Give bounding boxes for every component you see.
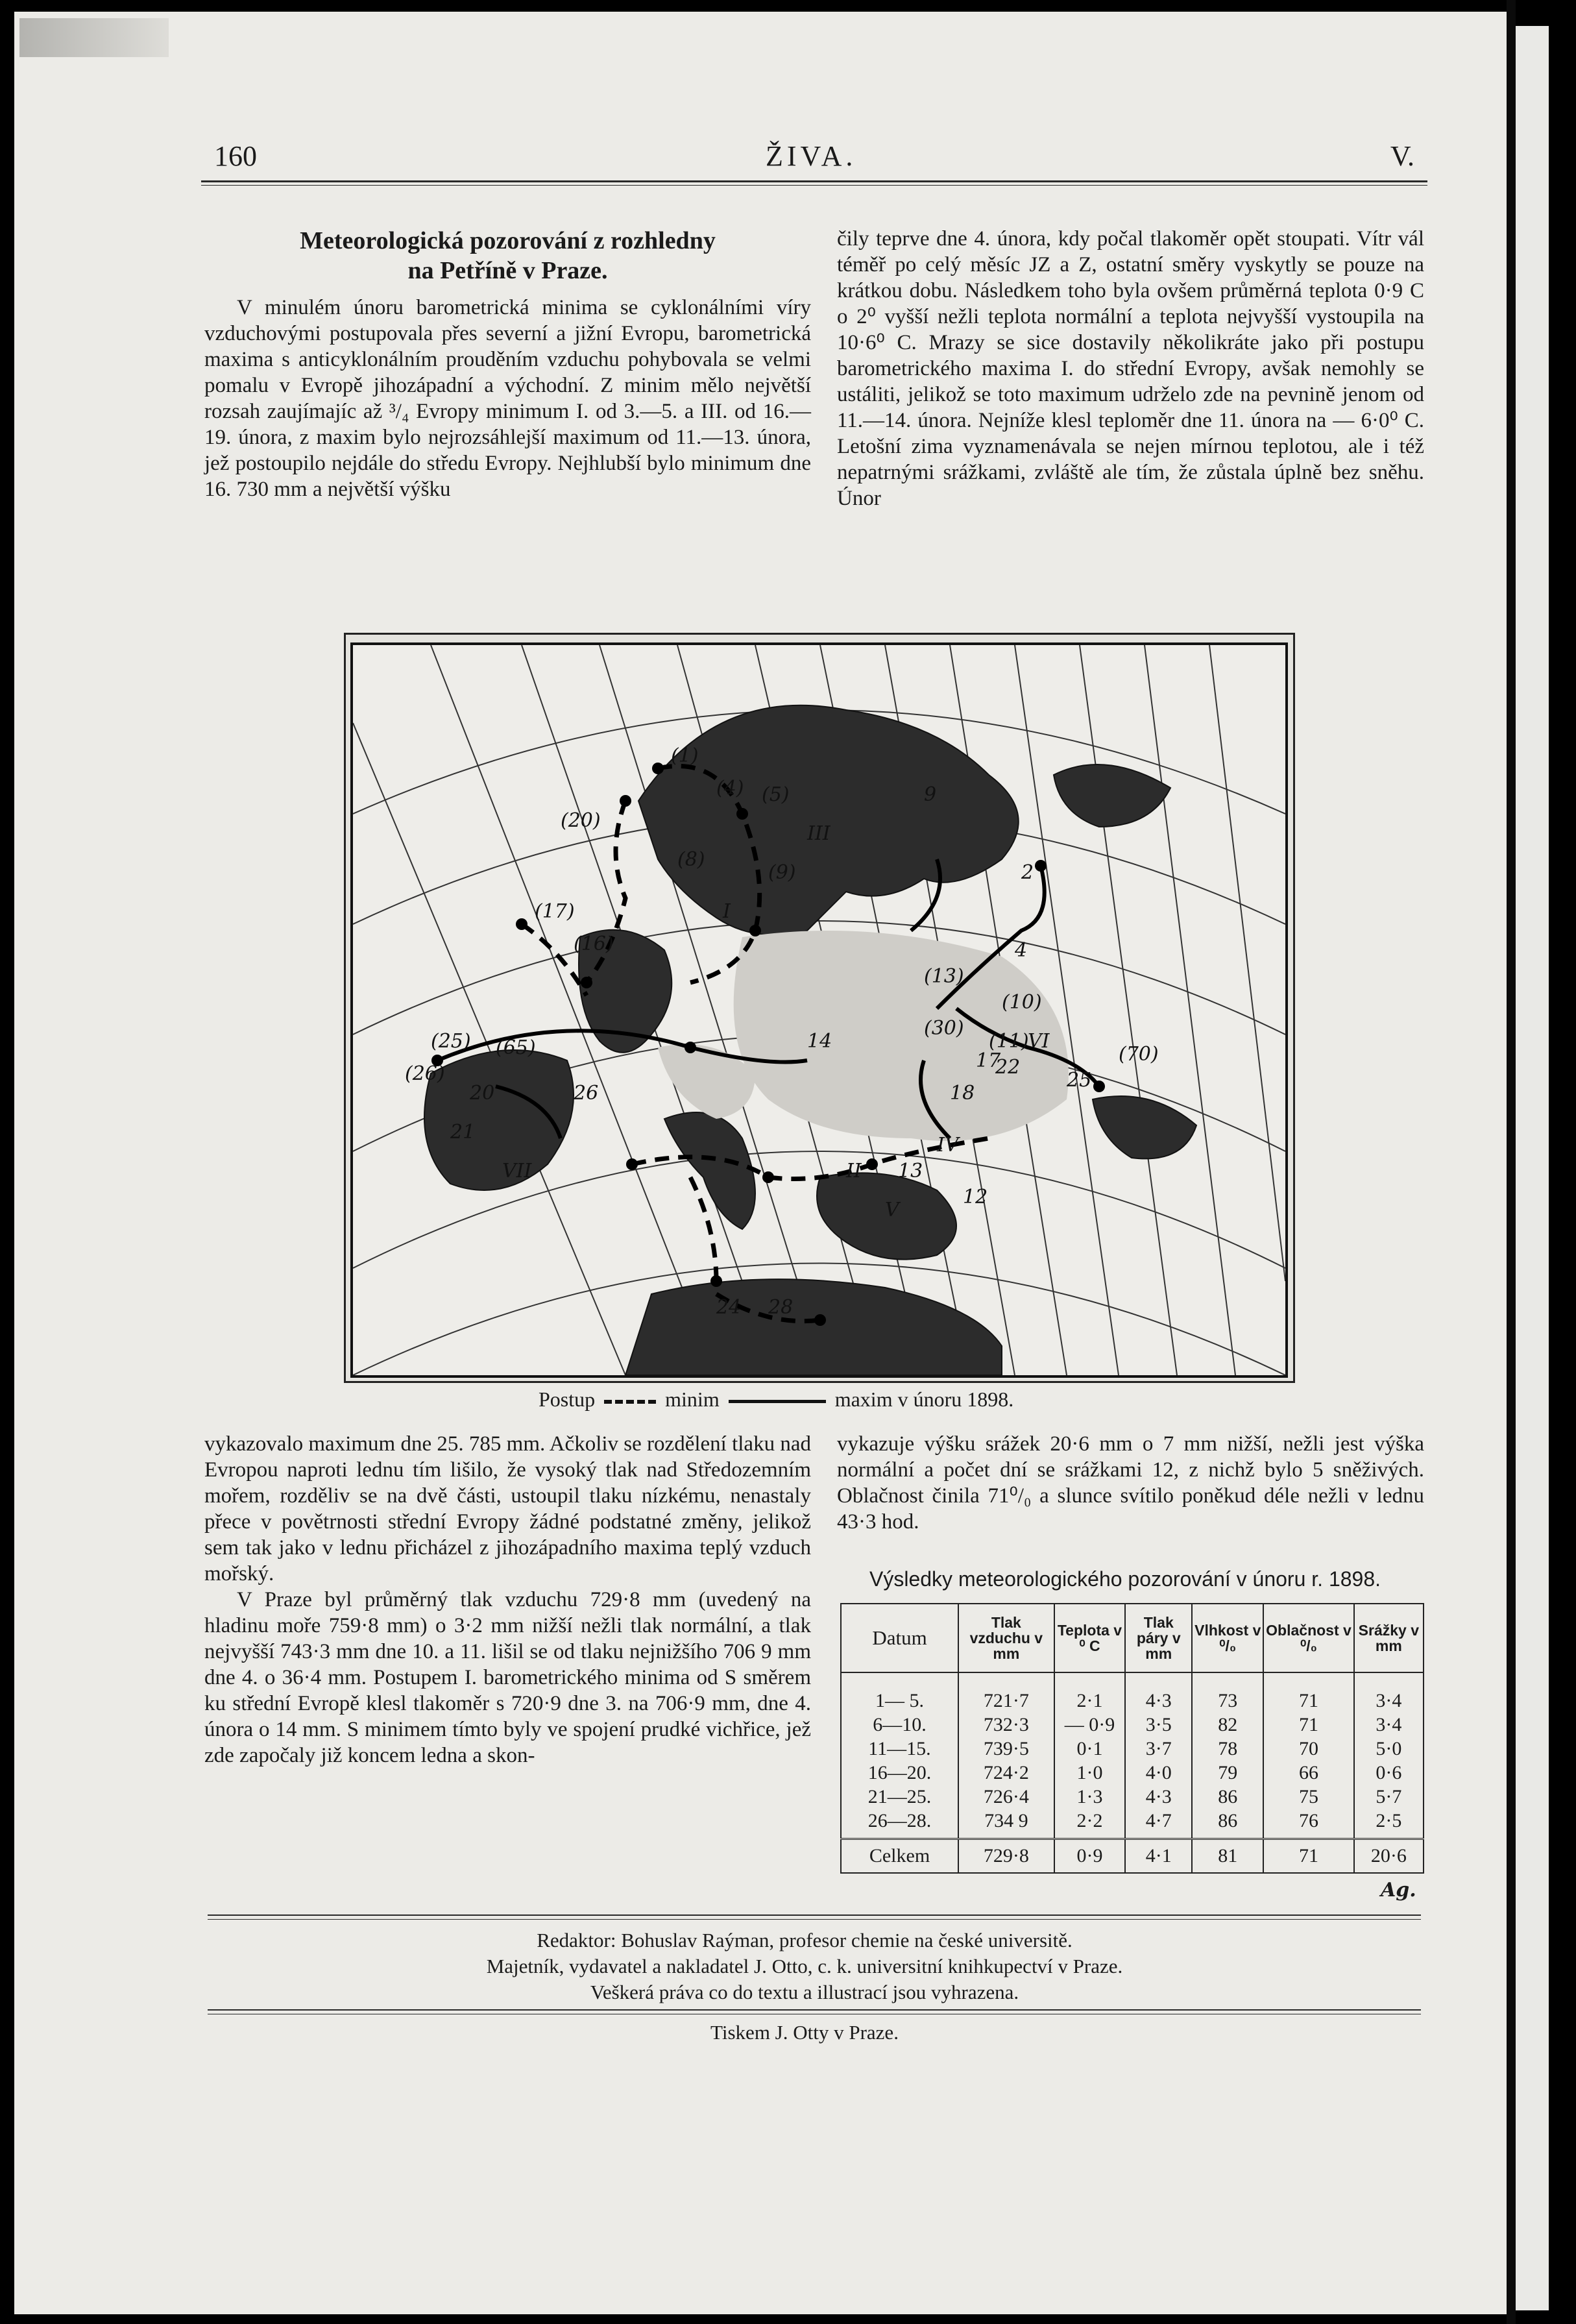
table-cell: 4·1 <box>1125 1839 1192 1874</box>
table-cell: 4·3 <box>1125 1785 1192 1809</box>
table-cell: 734 9 <box>958 1809 1054 1839</box>
table-header: Oblačnost v ⁰/₀ <box>1263 1604 1353 1672</box>
table-cell: 16—20. <box>841 1761 958 1785</box>
map-label: (4) <box>716 777 744 800</box>
table-cell: 721·7 <box>958 1672 1054 1713</box>
map-label: (65) <box>496 1036 536 1059</box>
table-cell: 0·1 <box>1054 1737 1126 1761</box>
map-label: I <box>723 900 731 923</box>
imprint-editor: Redaktor: Bohuslav Raýman, profesor chemie na české universitě. <box>537 1929 1073 1951</box>
table-cell: 6—10. <box>841 1713 958 1737</box>
map-label: (1) <box>671 744 699 767</box>
header-rule <box>201 180 1427 182</box>
map-label: 24 <box>716 1296 742 1319</box>
map-label: 26 <box>574 1082 599 1105</box>
table-cell: 739·5 <box>958 1737 1054 1761</box>
table-cell: 79 <box>1192 1761 1263 1785</box>
map-label: IV <box>937 1134 959 1156</box>
imprint <box>195 1927 1414 2005</box>
table-header: Tlak páry v mm <box>1125 1604 1192 1672</box>
weather-map <box>350 642 1288 1378</box>
table-cell: 724·2 <box>958 1761 1054 1785</box>
table-header: Datum <box>841 1604 958 1672</box>
table-cell: 86 <box>1192 1785 1263 1809</box>
table-cell: 2·5 <box>1354 1809 1424 1839</box>
column-right-bottom <box>837 1431 1424 1535</box>
table-cell: 71 <box>1263 1839 1353 1874</box>
table-cell: 70 <box>1263 1737 1353 1761</box>
map-label: (10) <box>1002 991 1042 1014</box>
table-cell: 1·3 <box>1054 1785 1126 1809</box>
author-signature: Ag. <box>1381 1879 1416 1902</box>
article-title-line1: Meteorologická pozorování z rozhledny <box>300 227 716 254</box>
scan-corner-mark <box>19 18 169 57</box>
scan-border <box>1507 0 1516 2324</box>
map-label: 28 <box>768 1296 794 1319</box>
table-row <box>841 1809 1424 1839</box>
running-header <box>195 133 1427 178</box>
table-cell: — 0·9 <box>1054 1713 1126 1737</box>
paragraph: V minulém únoru barometrická minima se cyklonálními víry vzduchovými postupovala přes severní a jižní Evropu, barometrická maxima s anticyklonálním prouděním vzduchu pohybovala se velmi pomalu v Evropě jihozápadní a východní. Z minim mělo největší rozsah zaujímajíc až ³/₄ Evropy minimum I. od 3.—5. a III. od 16.—19. února, z maxim bylo nejrozsáhlejší maximum od 11.—13. února, jež postoupilo nejdále do středu Evropy. Nejhlubší bylo minimum dne 16. 730 mm a největší výšku <box>204 296 811 501</box>
map-label: 13 <box>898 1160 923 1182</box>
page-number: 160 <box>214 140 257 172</box>
map-label: (9) <box>768 861 796 884</box>
table-row <box>841 1713 1424 1737</box>
table-cell: Celkem <box>841 1839 958 1874</box>
table-cell: 71 <box>1263 1672 1353 1713</box>
table-cell: 4·3 <box>1125 1672 1192 1713</box>
map-label: 14 <box>807 1030 832 1053</box>
table-cell: 0·9 <box>1054 1839 1126 1874</box>
table-cell: 726·4 <box>958 1785 1054 1809</box>
table-cell: 3·4 <box>1354 1672 1424 1713</box>
map-label: VII <box>502 1160 532 1182</box>
legend-solid-line <box>729 1400 826 1403</box>
map-label: (11) <box>989 1030 1029 1053</box>
map-label: 9 <box>924 783 937 806</box>
table-cell: 3·4 <box>1354 1713 1424 1737</box>
map-label: 4 <box>1015 939 1028 962</box>
map-label: (20) <box>561 809 601 832</box>
page-edge <box>1513 26 1549 2310</box>
table-cell: 75 <box>1263 1785 1353 1809</box>
paragraph: vykazuje výšku srážek 20·6 mm o 7 mm nižší, nežli jest výška normální a počet dní se srážkami 12, z nichž bylo 5 sněživých. Oblačnost činila 71⁰/₀ a slunce svítilo poněkud déle nežli v lednu 43·3 hod. <box>837 1432 1424 1534</box>
table-cell: 82 <box>1192 1713 1263 1737</box>
legend-maxima: maxim v únoru 1898. <box>834 1388 1014 1411</box>
europe-map-figure <box>353 645 1285 1375</box>
table-header: Srážky v mm <box>1354 1604 1424 1672</box>
map-label: 22 <box>995 1056 1021 1079</box>
map-legend <box>539 1388 1252 1412</box>
journal-title: ŽIVA. <box>766 140 857 172</box>
table-cell: 78 <box>1192 1737 1263 1761</box>
header-rule-thin <box>201 185 1427 186</box>
table-row <box>841 1761 1424 1785</box>
paragraph: vykazovalo maximum dne 25. 785 mm. Ačkoliv se rozdělení tlaku nad Evropou naproti lednu tím lišilo, že vysoký tlak nad Středozemním mořem, rozděliv se na dvě části, ustoupil tlaku nízkému, nenastaly přece v povětrnosti střední Evropy žádné podstatné změny, jelikož sem tak jako v lednu přicházel z jihozápadního maxima teplý vzduch mořský. <box>204 1432 811 1585</box>
table-cell: 73 <box>1192 1672 1263 1713</box>
article-title-line2: na Petříně v Praze. <box>407 257 608 284</box>
table-cell: 81 <box>1192 1839 1263 1874</box>
weather-table <box>840 1603 1424 1874</box>
column-left-top <box>204 226 811 502</box>
table-cell: 20·6 <box>1354 1839 1424 1874</box>
table-cell: 2·2 <box>1054 1809 1126 1839</box>
table-header: Vlhkost v ⁰/₀ <box>1192 1604 1263 1672</box>
map-label: 18 <box>950 1082 975 1105</box>
table-cell: 3·5 <box>1125 1713 1192 1737</box>
map-label: 12 <box>963 1186 988 1208</box>
table-row <box>841 1737 1424 1761</box>
map-label: II <box>846 1160 862 1182</box>
map-label: V <box>885 1199 899 1221</box>
table-total-row <box>841 1839 1424 1874</box>
printer-line: Tiskem J. Otty v Praze. <box>710 2021 899 2044</box>
volume-number: V. <box>1390 140 1414 172</box>
table-cell: 1·0 <box>1054 1761 1126 1785</box>
paragraph: V Praze byl průměrný tlak vzduchu 729·8 mm (uvedený na hladinu moře 759·8 mm) o 3·2 mm nižší nežli tlak normální, a tlak nejvyšší 743·3 mm dne 10. a 11. lišil se od tlaku nejnižšího 706 9 mm dne 4. o 36·4 mm. Postupem I. barometrického minima od S směrem ku střední Evropě klesl tlakoměr s 720·9 dne 3. na 706·9 mm, dne 4. února o 14 mm. S minimem tímto byly ve spojení prudké vichřice, jež zde započaly již koncem ledna a skon- <box>204 1588 811 1767</box>
table-cell: 0·6 <box>1354 1761 1424 1785</box>
table-cell: 21—25. <box>841 1785 958 1809</box>
table-cell: 5·7 <box>1354 1785 1424 1809</box>
map-label: (70) <box>1119 1043 1159 1066</box>
table-cell: 66 <box>1263 1761 1353 1785</box>
table-row <box>841 1672 1424 1713</box>
table-title: Výsledky meteorologického pozorování v únoru r. 1898. <box>869 1567 1381 1591</box>
imprint-publisher: Majetník, vydavatel a nakladatel J. Otto, c. k. universitní knihkupectví v Praze. <box>486 1955 1123 1977</box>
map-label: VI <box>1028 1030 1050 1053</box>
footer-rule <box>208 1914 1421 1916</box>
table-header: Tlak vzduchu v mm <box>958 1604 1054 1672</box>
map-label: (8) <box>677 848 705 871</box>
table-cell: 2·1 <box>1054 1672 1126 1713</box>
table-cell: 71 <box>1263 1713 1353 1737</box>
table-cell: 5·0 <box>1354 1737 1424 1761</box>
footer-rule <box>208 2009 1421 2011</box>
table-cell: 732·3 <box>958 1713 1054 1737</box>
map-label: (16) <box>574 933 614 955</box>
column-left-bottom <box>204 1431 811 1768</box>
map-label: (26) <box>405 1062 445 1085</box>
table-cell: 76 <box>1263 1809 1353 1839</box>
map-label: 2 <box>1021 861 1034 884</box>
legend-dashed-line <box>604 1400 656 1404</box>
map-label: (13) <box>924 965 964 988</box>
table-cell: 4·7 <box>1125 1809 1192 1839</box>
article-title <box>204 226 811 286</box>
table-cell: 1— 5. <box>841 1672 958 1713</box>
legend-minima: minim <box>665 1388 720 1411</box>
table-header: Teplota v ⁰ C <box>1054 1604 1126 1672</box>
map-label: 20 <box>470 1082 495 1105</box>
table-cell: 26—28. <box>841 1809 958 1839</box>
table-cell: 4·0 <box>1125 1761 1192 1785</box>
map-label: (17) <box>535 900 575 923</box>
table-row <box>841 1785 1424 1809</box>
map-label: (5) <box>762 783 790 806</box>
table-cell: 3·7 <box>1125 1737 1192 1761</box>
table-cell: 86 <box>1192 1809 1263 1839</box>
map-label: 25 <box>1067 1069 1092 1092</box>
column-right-top <box>837 226 1424 511</box>
legend-prefix: Postup <box>539 1388 596 1411</box>
map-label: 17 <box>976 1049 1001 1072</box>
map-label: (30) <box>924 1017 964 1040</box>
table-header-row <box>841 1604 1424 1672</box>
map-label: (25) <box>431 1030 471 1053</box>
table-cell: 729·8 <box>958 1839 1054 1874</box>
map-label: 21 <box>450 1121 476 1144</box>
table-cell: 11—15. <box>841 1737 958 1761</box>
map-label: III <box>807 822 830 845</box>
imprint-rights: Veškerá práva co do textu a illustrací jsou vyhrazena. <box>590 1981 1019 2003</box>
footer-rule-thin <box>208 1919 1421 1920</box>
paragraph: čily teprve dne 4. února, kdy počal tlakoměr opět stoupati. Vítr vál téměř po celý měsíc JZ a Z, ostatní směry vyskytly se pouze na krátkou dobu. Následkem toho byla ovšem průměrná teplota 0·9 C o 2⁰ vyšší nežli teplota normální a teplota nejvyšší vystoupila na 10·6⁰ C. Mrazy se sice dostavily několikráte jako při postupu barometrického maxima I. do střední Evropy, avšak nemohly se ustáliti, jelikož se toto maximum udrželo zde na pevnině jenom od 11.—14. února. Nejníže klesl teploměr dne 11. února na — 6·0⁰ C. Letošní zima vyznamenávala se nejen mírnou teplotou, ale i též nepatrnými srážkami, zvláště ale tím, že zůstala úplně bez sněhu. Únor <box>837 227 1424 510</box>
